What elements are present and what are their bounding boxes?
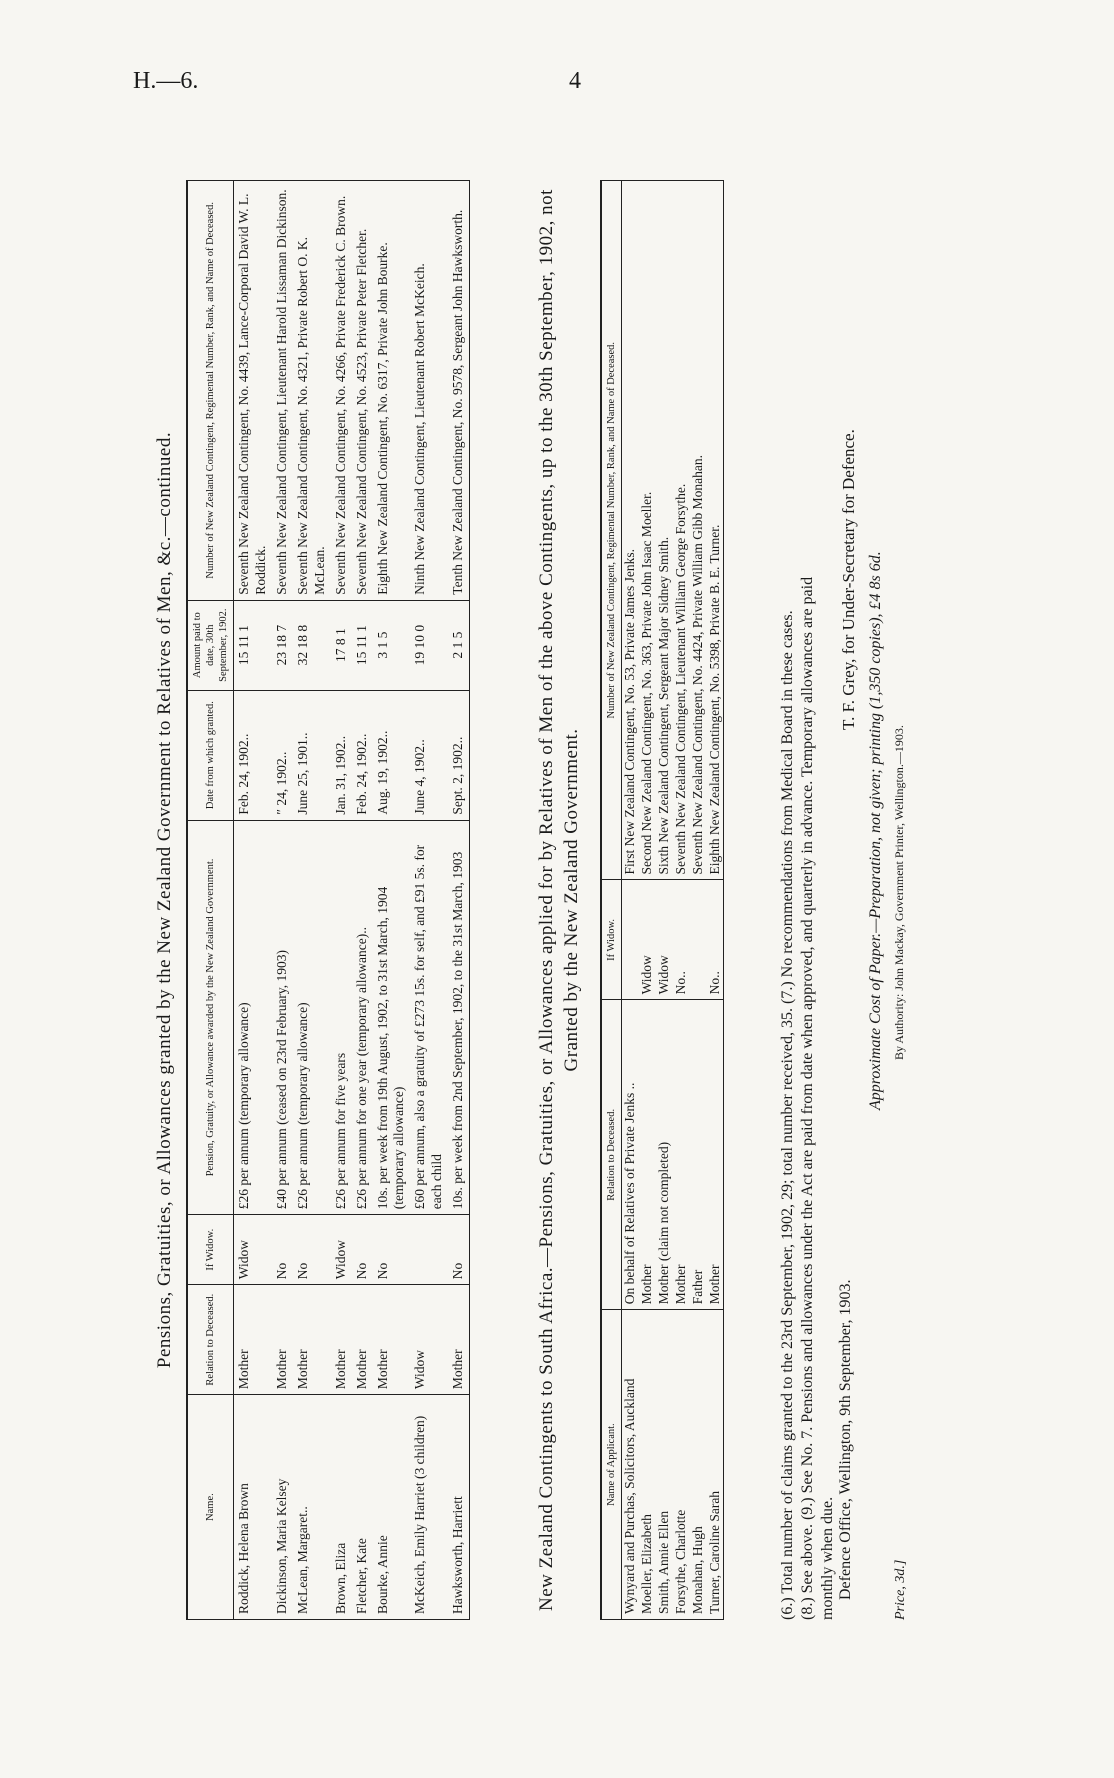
col-relation-2: Relation to Deceased. [601, 1000, 622, 1310]
name-cell: Brown, Eliza [331, 1395, 352, 1620]
contingent-cell: Seventh New Zealand Contingent, No. 4523, Private Peter Fletcher. [352, 181, 373, 601]
widow-cell: No [448, 1215, 469, 1285]
applicant-cell: Turner, Caroline Sarah [707, 1310, 724, 1620]
contingent-cell: Ninth New Zealand Contingent, Lieutenant Robert McKeich. [410, 181, 448, 601]
authority-line: By Authority: John Mackay, Government Printer, Wellington.—1903. [892, 725, 906, 1060]
widow-cell: No.. [673, 880, 690, 1000]
relation-cell: Mother [331, 1285, 352, 1395]
widow-cell: Widow [639, 880, 656, 1000]
date-cell: Feb. 24, 1902.. [352, 690, 373, 820]
table-row [690, 181, 707, 1620]
col-pension: Pension, Gratuity, or Allowance awarded by the New Zealand Government. [187, 820, 234, 1215]
table-row [639, 181, 656, 1620]
contingent-cell: Seventh New Zealand Contingent, No. 4424, Private William Gibb Monahan. [690, 181, 707, 880]
widow-cell [690, 880, 707, 1000]
contingent-cell: Seventh New Zealand Contingent, No. 4321, Private Robert O. K. McLean. [293, 181, 331, 601]
pension-cell: £60 per annum, also a gratuity of £273 15s. for self, and £91 5s. for each child [410, 820, 448, 1215]
table-row [622, 181, 639, 1620]
cost-note: Approximate Cost of Paper.—Preparation, not given; printing (1,350 copies), £4 8s 6d. [867, 551, 884, 1110]
amount-cell: 23 18 7 [272, 600, 293, 690]
table-row [656, 181, 673, 1620]
table-row [707, 181, 724, 1620]
name-cell: Dickinson, Maria Kelsey [272, 1395, 293, 1620]
col-date: Date from which granted. [187, 690, 234, 820]
applicant-cell: Wynyard and Purchas, Solicitors, Auckland [622, 1310, 639, 1620]
table-row [331, 181, 352, 1620]
applicant-cell: Monahan, Hugh [690, 1310, 707, 1620]
applicant-cell: Smith, Annie Ellen [656, 1310, 673, 1620]
contingent-cell: Seventh New Zealand Contingent, Lieutenant William George Forsythe. [673, 181, 690, 880]
pension-cell: 10s. per week from 19th August, 1902, to 31st March, 1904 (temporary allowance) [373, 820, 411, 1215]
col-amount: Amount paid to date, 30th September, 1902. [187, 600, 234, 690]
name-cell: Hawksworth, Harriett [448, 1395, 469, 1620]
amount-cell: 17 8 1 [331, 600, 352, 690]
amount-cell: 19 10 0 [410, 600, 448, 690]
pension-cell: £26 per annum for one year (temporary allowance).. [352, 820, 373, 1215]
table-row [293, 181, 331, 1620]
relation-cell: Mother [448, 1285, 469, 1395]
table-row [234, 181, 272, 1620]
date-cell: Feb. 24, 1902.. [234, 690, 272, 820]
amount-cell: 15 11 1 [352, 600, 373, 690]
date-cell: June 4, 1902.. [410, 690, 448, 820]
col-widow-2: If Widow. [601, 880, 622, 1000]
applicant-cell: Moeller, Elizabeth [639, 1310, 656, 1620]
widow-cell [622, 880, 639, 1000]
widow-cell: No [272, 1215, 293, 1285]
defence-office-line: Defence Office, Wellington, 9th September, 1903. [837, 1279, 854, 1600]
name-cell: McLean, Margaret.. [293, 1395, 331, 1620]
widow-cell: No.. [707, 880, 724, 1000]
table-row [673, 181, 690, 1620]
table-row [352, 181, 373, 1620]
widow-cell: Widow [656, 880, 673, 1000]
relation-cell: Widow [410, 1285, 448, 1395]
contingent-cell: Seventh New Zealand Contingent, Lieutenant Harold Lissaman Dickinson. [272, 181, 293, 601]
relation-cell: Mother [673, 1000, 690, 1310]
notes-line-2: (8.) See above. (9.) See No. 7. Pensions and allowances under the Act are paid from date when approved, and quarterly in advance. Temporary allowances are paid [799, 576, 816, 1620]
table-row [272, 181, 293, 1620]
name-cell: Roddick, Helena Brown [234, 1395, 272, 1620]
col-widow: If Widow. [187, 1215, 234, 1285]
relation-cell: Mother [272, 1285, 293, 1395]
contingent-cell: First New Zealand Contingent, No. 53, Private James Jenks. [622, 181, 639, 880]
amount-cell: 2 1 5 [448, 600, 469, 690]
relation-cell: On behalf of Relatives of Private Jenks .. [622, 1000, 639, 1310]
notes-line-3: monthly when due. [819, 1496, 836, 1620]
relation-cell: Mother (claim not completed) [656, 1000, 673, 1310]
contingent-cell: Sixth New Zealand Contingent, Sergeant Major Sidney Smith. [656, 181, 673, 880]
applicant-cell: Forsythe, Charlotte [673, 1310, 690, 1620]
relation-cell: Father [690, 1000, 707, 1310]
pension-cell: £26 per annum (temporary allowance) [234, 820, 272, 1215]
col-name: Name. [187, 1395, 234, 1620]
contingent-cell: Eighth New Zealand Contingent, No. 5398, Private B. E. Turner. [707, 181, 724, 880]
notes-line-1: (6.) Total number of claims granted to the 23rd September, 1902, 29; total number received, 35. (7.) No recommendations from Medical Board in these cases. [779, 610, 796, 1620]
col-relation: Relation to Deceased. [187, 1285, 234, 1395]
amount-cell: 32 18 8 [293, 600, 331, 690]
col-contingent-2: Number of New Zealand Contingent, Regimental Number, Rank, and Name of Deceased. [601, 181, 622, 880]
relation-cell: Mother [639, 1000, 656, 1310]
pension-cell: £40 per annum (ceased on 23rd February, 1903) [272, 820, 293, 1215]
table-row [448, 181, 469, 1620]
name-cell: Bourke, Annie [373, 1395, 411, 1620]
contingent-cell: Tenth New Zealand Contingent, No. 9578, Sergeant John Hawksworth. [448, 181, 469, 601]
rotated-page-content [150, 180, 920, 1620]
contingent-cell: Seventh New Zealand Contingent, No. 4266, Private Frederick C. Brown. [331, 181, 352, 601]
applications-not-granted-table [600, 180, 724, 1620]
page-number: 4 [569, 68, 581, 94]
table-row [410, 181, 448, 1620]
contingent-cell: Second New Zealand Contingent, No. 363, Private John Isaac Moeller. [639, 181, 656, 880]
pensions-granted-table [186, 180, 470, 1620]
col-contingent: Number of New Zealand Contingent, Regimental Number, Rank, and Name of Deceased. [187, 181, 234, 601]
date-cell: Sept. 2, 1902.. [448, 690, 469, 820]
date-cell: ″ 24, 1902.. [272, 690, 293, 820]
price: Price, 3d.] [893, 1559, 908, 1620]
pension-cell: £26 per annum (temporary allowance) [293, 820, 331, 1215]
date-cell: Jan. 31, 1902.. [331, 690, 352, 820]
widow-cell: Widow [331, 1215, 352, 1285]
col-applicant: Name of Applicant. [601, 1310, 622, 1620]
table1-title: Pensions, Gratuities, or Allowances granted by the New Zealand Government to Relatives of Men, &c.—continued. [154, 431, 175, 1369]
amount-cell: 3 1 5 [373, 600, 411, 690]
relation-cell: Mother [707, 1000, 724, 1310]
widow-cell [410, 1215, 448, 1285]
amount-cell: 15 11 1 [234, 600, 272, 690]
name-cell: McKeich, Emily Harriet (3 children) [410, 1395, 448, 1620]
table-row [373, 181, 411, 1620]
relation-cell: Mother [234, 1285, 272, 1395]
name-cell: Fletcher, Kate [352, 1395, 373, 1620]
document-code: H.—6. [133, 68, 199, 94]
widow-cell: No [373, 1215, 411, 1285]
pension-cell: 10s. per week from 2nd September, 1902, to the 31st March, 1903 [448, 820, 469, 1215]
contingent-cell: Seventh New Zealand Contingent, No. 4439, Lance-Corporal David W. L. Roddick. [234, 181, 272, 601]
signature: T. F. Grey, for Under-Secretary for Defence. [839, 429, 858, 730]
contingent-cell: Eighth New Zealand Contingent, No. 6317, Private John Bourke. [373, 181, 411, 601]
relation-cell: Mother [373, 1285, 411, 1395]
relation-cell: Mother [293, 1285, 331, 1395]
relation-cell: Mother [352, 1285, 373, 1395]
widow-cell: No [293, 1215, 331, 1285]
date-cell: June 25, 1901.. [293, 690, 331, 820]
pension-cell: £26 per annum for five years [331, 820, 352, 1215]
widow-cell: No [352, 1215, 373, 1285]
widow-cell: Widow [234, 1215, 272, 1285]
date-cell: Aug. 19, 1902.. [373, 690, 411, 820]
table2-title: New Zealand Contingents to South Africa.—Pensions, Gratuities, or Allowances applied for by Relatives of Men of the above Contingents, up to the 30th September, 1902, not Granted by the New Zealand Government. [536, 189, 582, 1611]
